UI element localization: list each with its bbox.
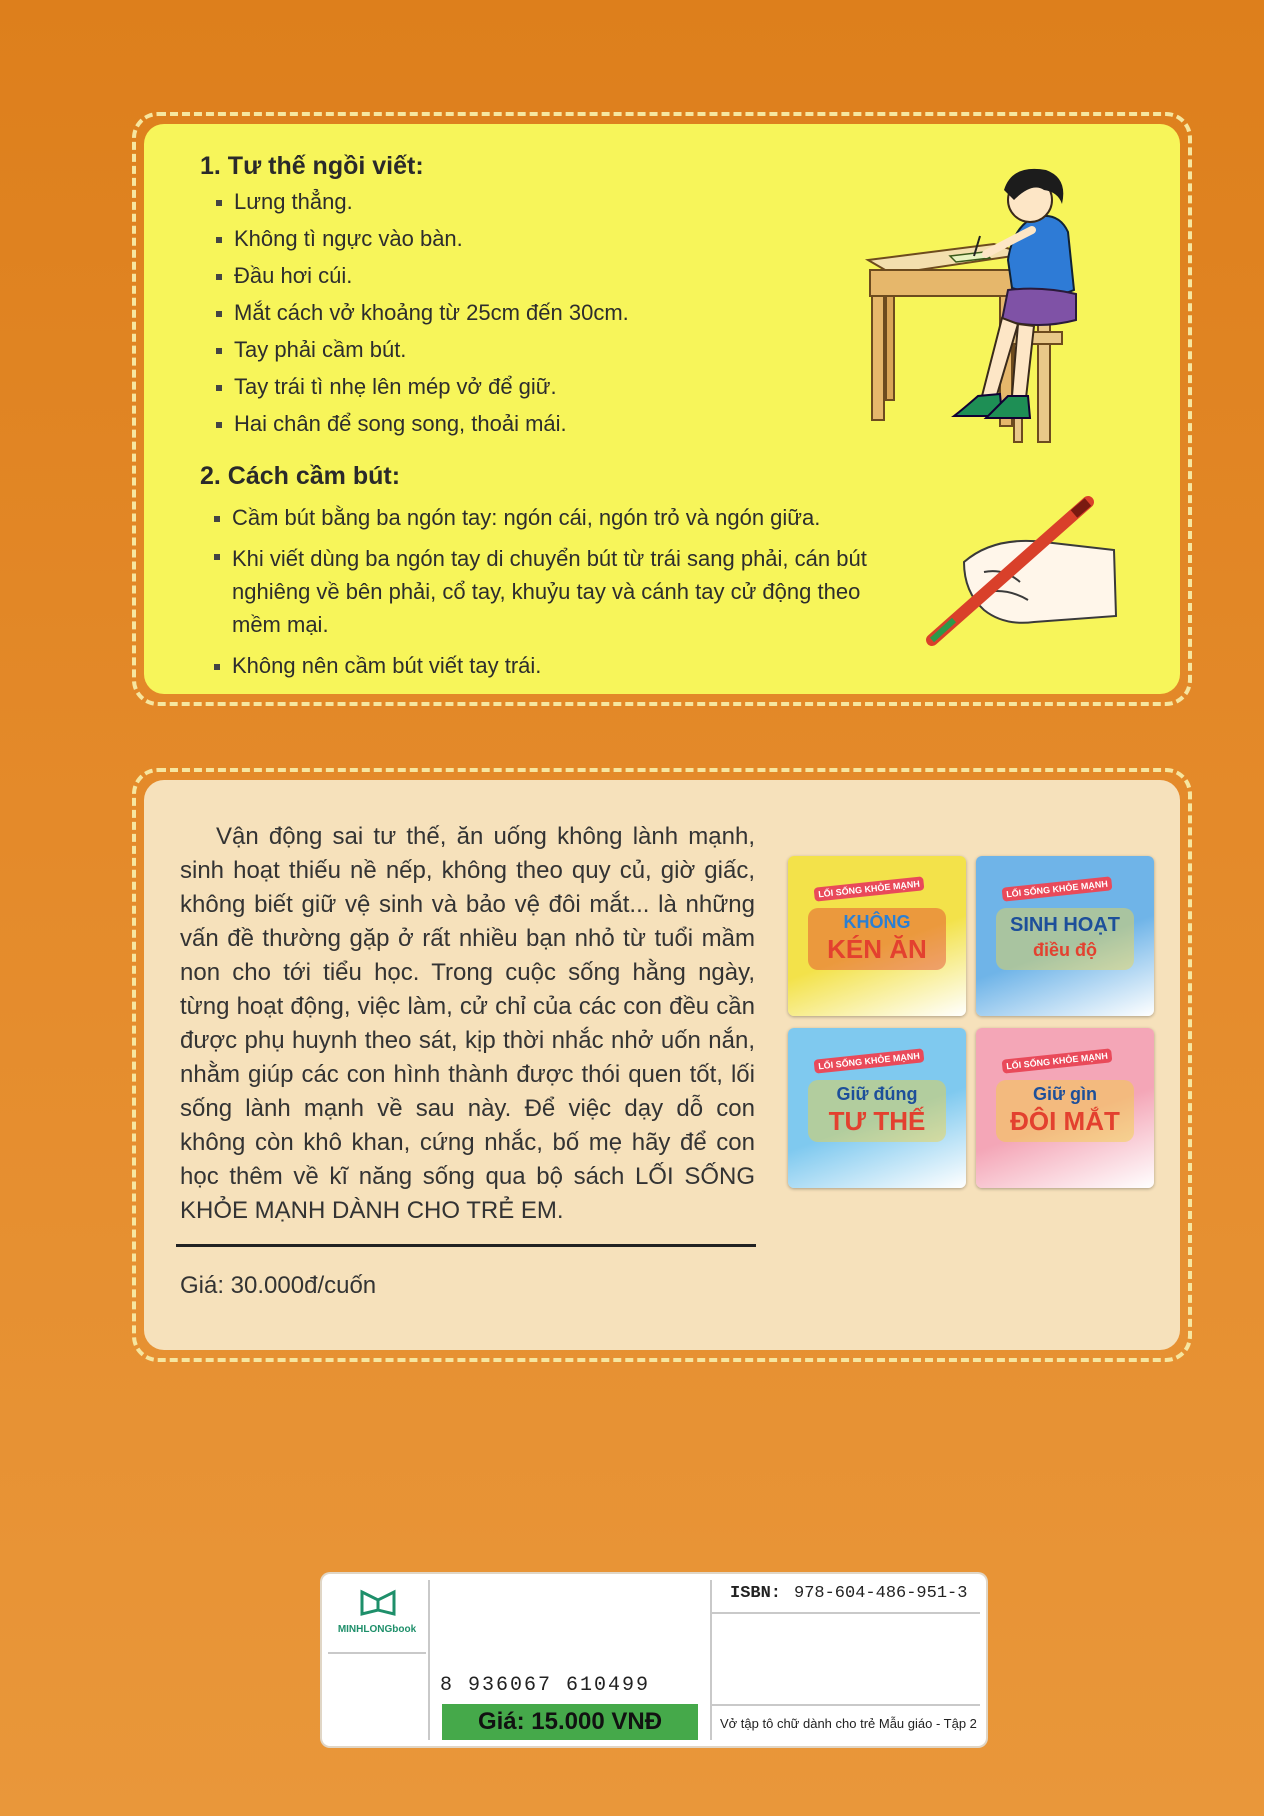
barcode-label [322,1574,986,1746]
book-title-line2: KÉN ĂN [827,934,927,964]
list-item: Hai chân để song song, thoải mái. [214,410,854,437]
list-item: Lưng thẳng. [214,188,854,215]
book-title: Vở tập tô chữ dành cho trẻ Mẫu giáo - Tập 2 [720,1716,977,1731]
book-title-line2: TƯ THẾ [828,1106,926,1136]
hand-holding-pen-illustration [924,492,1124,648]
posture-heading: 1. Tư thế ngồi viết: [200,152,424,180]
book-title-line1: Giữ gìn [1032,1084,1098,1104]
book-cover-giu-gin-doi-mat [976,1028,1154,1188]
book-title-line1: Giữ đúng [836,1084,918,1104]
book-title-line2: điều độ [1033,940,1097,960]
cover-price: Giá: 15.000 VNĐ [477,1708,663,1735]
list-item: Khi viết dùng ba ngón tay di chuyển bút từ trái sang phải, cán bút nghiêng về bên phải, cổ tay, khuỷu tay và cánh tay cử động theo mềm mại. [212,542,884,641]
list-item: Đầu hơi cúi. [214,262,854,289]
list-item: Không tì ngực vào bàn. [214,225,854,252]
book-cover-sinh-hoat [976,856,1154,1016]
divider [176,1244,756,1247]
book-logo-icon [358,1588,398,1618]
list-item: Mắt cách vở khoảng từ 25cm đến 30cm. [214,299,854,326]
barcode-bars [440,1586,700,1670]
book-title-line1: KHÔNG [843,912,911,932]
book-cover-khong-ken-an [788,856,966,1016]
series-price: Giá: 30.000đ/cuốn [180,1272,377,1299]
book-title-line2: ĐÔI MẮT [1010,1106,1120,1136]
series-label: LỐI SỐNG KHỎE MẠNH [1002,1048,1113,1073]
pen-grip-heading: 2. Cách cầm bút: [200,462,401,490]
pen-grip-list [212,504,884,690]
series-label: LỐI SỐNG KHỎE MẠNH [814,876,925,901]
barcode-number: 8 936067 610499 [440,1674,651,1697]
series-label: LỐI SỐNG KHỎE MẠNH [814,1048,925,1073]
book-title-line1: SINH HOẠT [1010,914,1120,936]
posture-list [214,188,854,447]
list-item: Không nên cầm bút viết tay trái. [212,652,884,679]
publisher-logo-text: MINHLONGbook [337,1624,417,1635]
list-item: Tay trái tì nhẹ lên mép vở để giữ. [214,373,854,400]
isbn-number: 978-604-486-951-3 [794,1584,968,1603]
promo-paragraph: Vận động sai tư thế, ăn uống không lành mạnh, sinh hoạt thiếu nề nếp, không theo quy củ, giờ giấc, không biết giữ vệ sinh và bảo vệ đôi mắt... là những vấn đề thường gặp ở rất nhiều bạn nhỏ từ tuổi mầm non cho tới tiểu học. Trong cuộc sống hằng ngày, từng hoạt động, việc làm, cử chỉ của các con đều cần được phụ huynh theo sát, kịp thời nhắc nhở uốn nắn, nhằm giúp các con hình thành được thói quen tốt, lối sống lành mạnh về sau này. Để việc dạy dỗ con không còn khô khan, cứng nhắc, bố mẹ hãy để con học thêm về kĩ năng sống qua bộ sách LỐI SỐNG KHỎE MẠNH DÀNH CHO TRẺ EM. [180,823,755,1224]
list-item: Cầm bút bằng ba ngón tay: ngón cái, ngón trỏ và ngón giữa. [212,504,884,531]
series-label: LỐI SỐNG KHỎE MẠNH [1002,876,1113,901]
list-item: Tay phải cầm bút. [214,336,854,363]
book-cover-giu-dung-tu-the [788,1028,966,1188]
isbn-label: ISBN: [730,1584,782,1603]
girl-writing-illustration [862,160,1122,450]
